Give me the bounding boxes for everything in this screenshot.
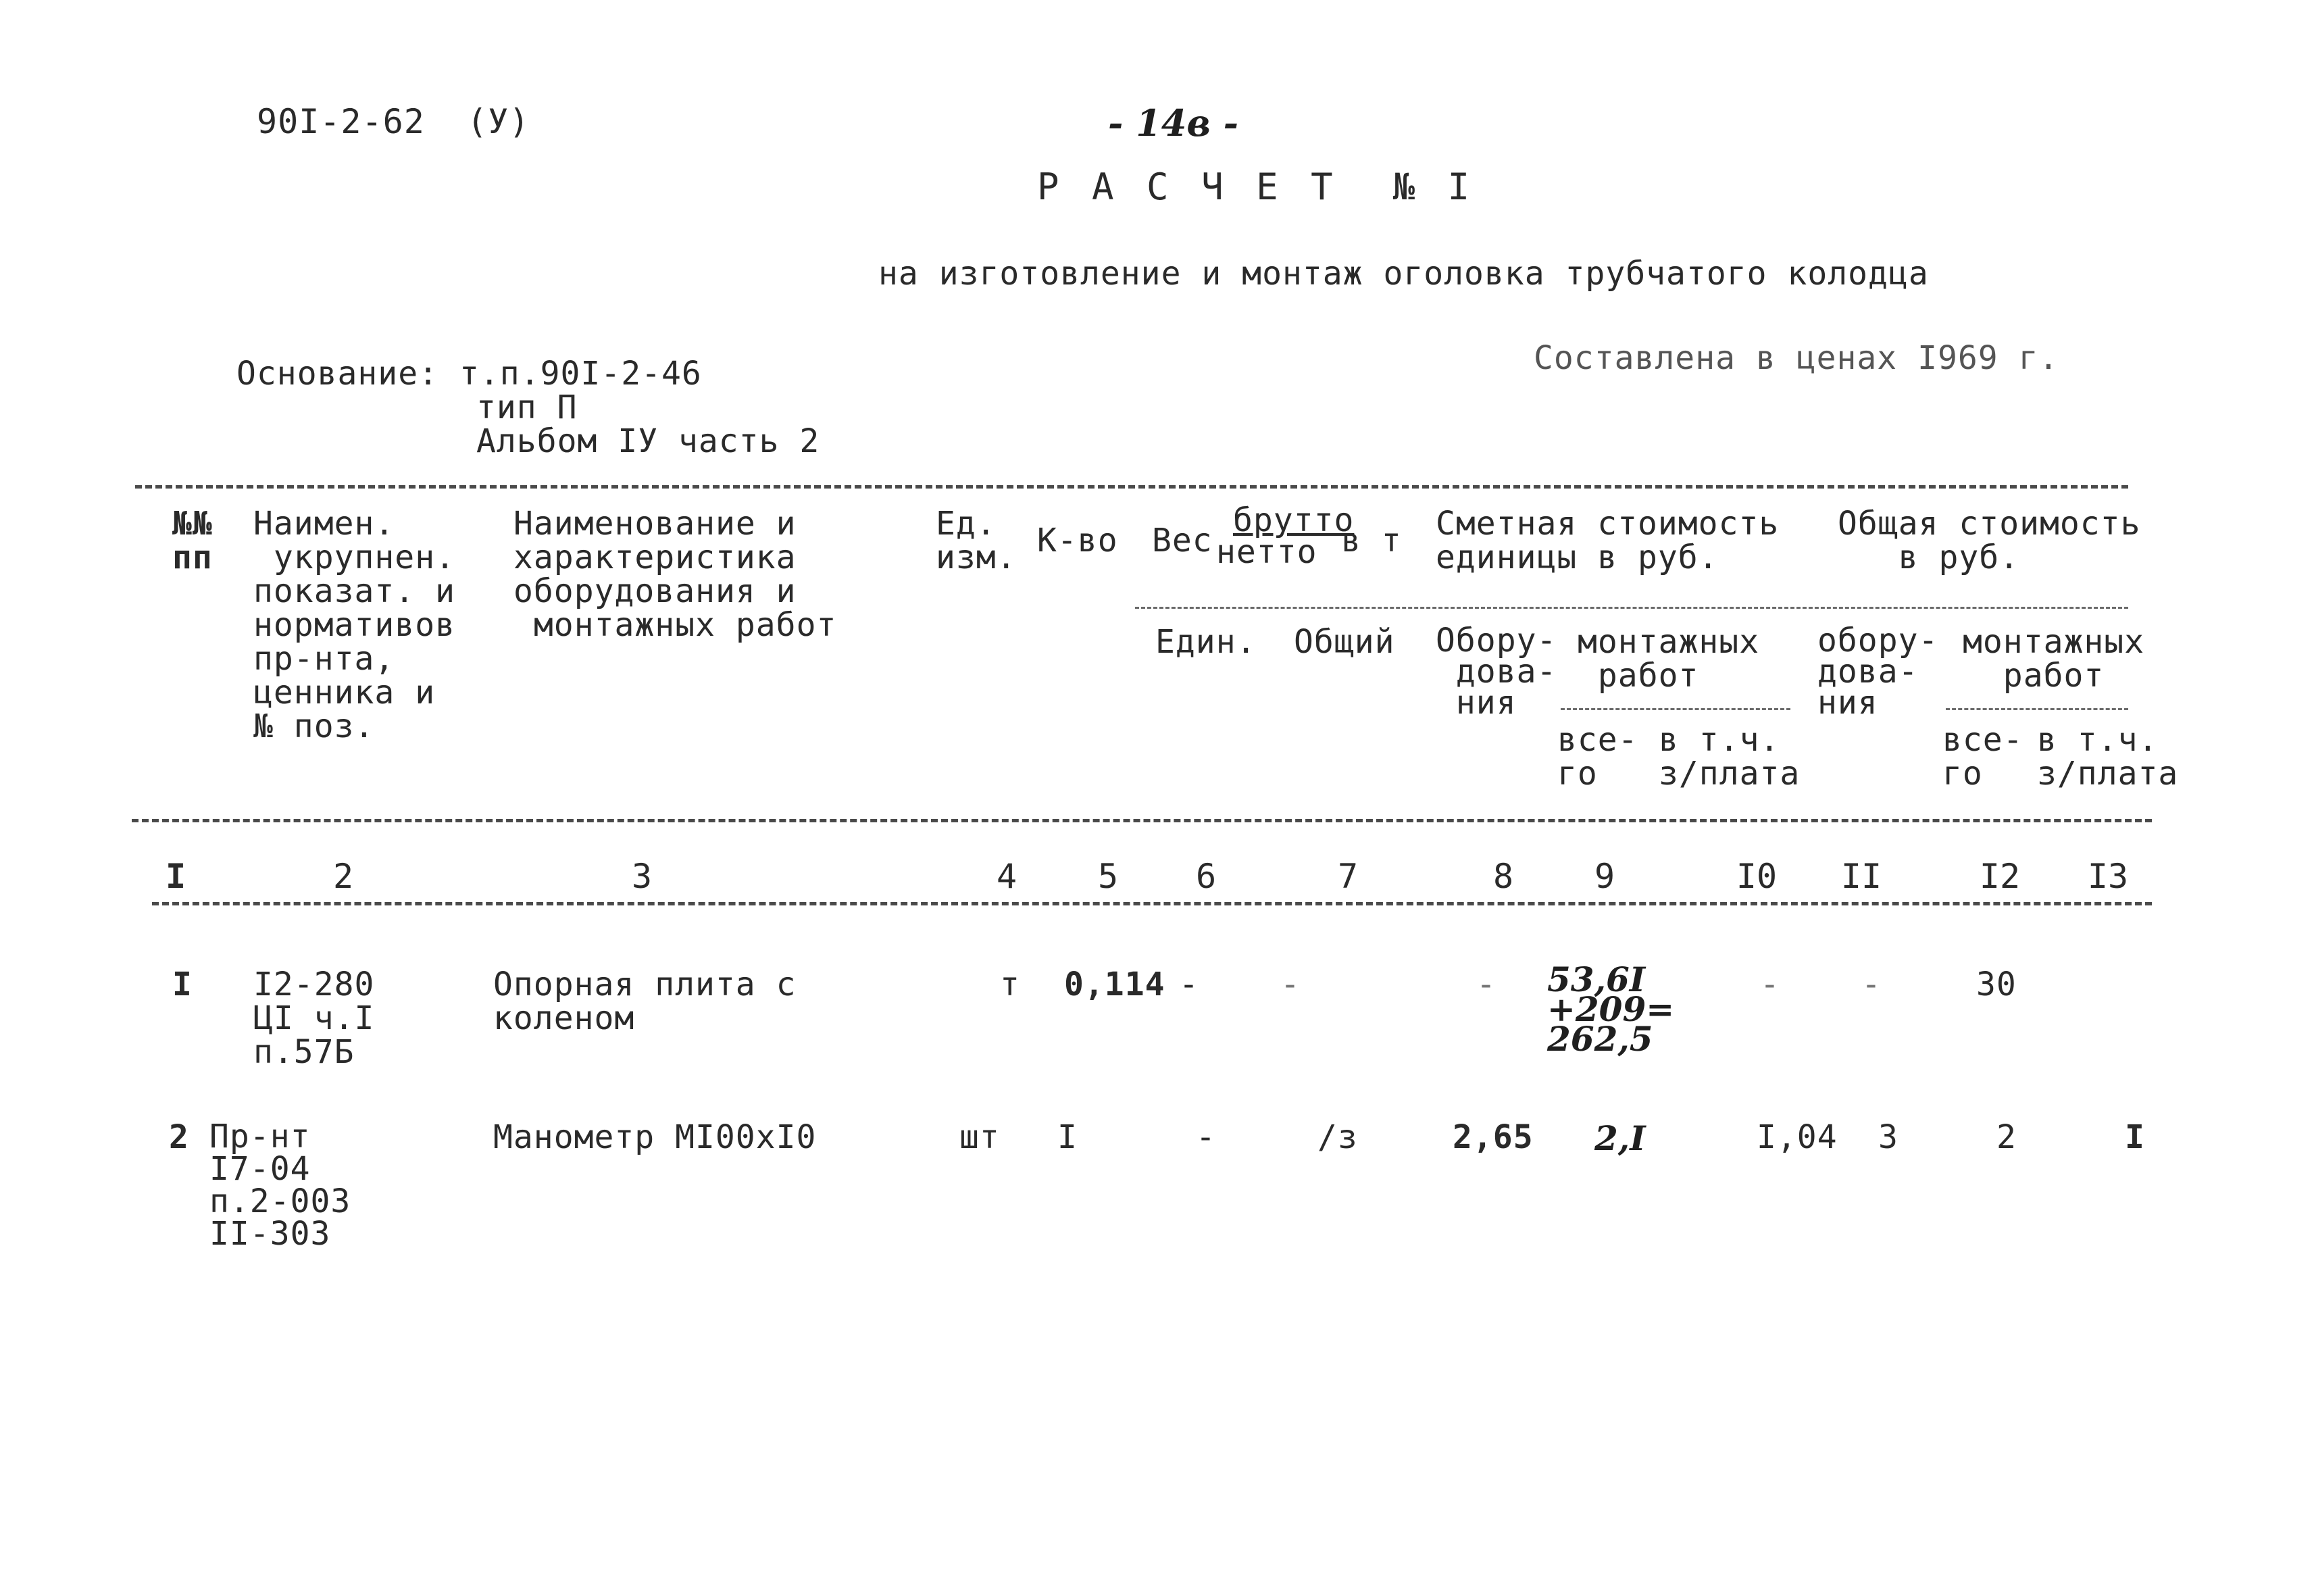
header-equip-unit: Обору- дова- ния — [1436, 622, 1557, 722]
row-number: 2 — [169, 1118, 189, 1156]
header-col4: Ед. изм. — [936, 505, 1017, 576]
column-number: 6 — [1195, 857, 1217, 896]
header-col5: К-во — [1037, 522, 1118, 559]
header-mount-unit: монтажных работ — [1578, 623, 1760, 695]
row-qty: I — [1057, 1118, 1078, 1156]
column-number: 2 — [332, 857, 354, 896]
row-equip: - — [1476, 966, 1496, 1003]
header-col2: Наимен. укрупнен. показат. и нормативов пр-нта, ценника и № поз. — [253, 505, 455, 745]
row-mount-total-all: 2 — [1996, 1118, 2017, 1156]
row-weight-total: - — [1280, 966, 1301, 1003]
row-mount-all: 53,6I +209= 262,5 — [1547, 959, 1675, 1059]
document-title: Р А С Ч Е Т № I — [1037, 166, 1476, 208]
header-wage-unit: в т.ч. з/плата — [1659, 721, 1801, 793]
header-mount-unit-rule — [1561, 708, 1790, 710]
column-number: I0 — [1736, 857, 1778, 896]
row-equip: 2,65 — [1453, 1118, 1534, 1156]
header-all-total: все- го — [1942, 721, 2023, 793]
row-number: I — [172, 966, 193, 1003]
row-weight-unit: - — [1196, 1118, 1216, 1156]
header-col6-sub1: Един. — [1155, 623, 1257, 661]
basis-line-3: Альбом IУ часть 2 — [476, 422, 820, 460]
page-number: - 14в - — [1108, 101, 1239, 145]
row-equip-total: 3 — [1878, 1118, 1898, 1156]
row-code: Пр-нт I7-04 п.2-003 II-303 — [209, 1118, 351, 1253]
prices-note: Составлена в ценах I969 г. — [1534, 339, 2059, 377]
header-col6-netto: нетто — [1216, 533, 1317, 571]
header-wage-total: в т.ч. з/плата — [2037, 721, 2179, 793]
column-number: I3 — [2087, 857, 2129, 896]
row-mount-total-wage: I — [2125, 1118, 2145, 1156]
header-equip-total: обору- дова- ния — [1817, 622, 1939, 722]
column-number: 5 — [1097, 857, 1119, 896]
header-col1: №№ пп — [172, 505, 213, 576]
row-mount-wage: I,04 — [1757, 1118, 1838, 1156]
header-mount-total-rule — [1946, 708, 2128, 710]
header-cost-unit: Сметная стоимость единицы в руб. — [1436, 505, 1780, 576]
column-number: 3 — [631, 857, 653, 896]
header-col6-brutto: брутто — [1233, 501, 1355, 539]
column-number: I — [165, 857, 186, 896]
row-qty: 0,114 — [1064, 966, 1165, 1003]
column-number: 7 — [1337, 857, 1359, 896]
row-name: Опорная плита с коленом — [493, 966, 797, 1037]
column-number: 8 — [1492, 857, 1514, 896]
header-col3: Наименование и характеристика оборудования и монтажных работ — [513, 505, 837, 644]
header-cost-total: Общая стоимость в руб. — [1838, 505, 2141, 576]
row-equip-total: - — [1861, 966, 1882, 1003]
document-code: 90I-2-62 (У) — [257, 102, 530, 141]
header-all-unit: все- го — [1557, 721, 1638, 793]
table-top-rule — [135, 485, 2128, 489]
header-mount-total: монтажных работ — [1963, 623, 2145, 695]
header-bottom-rule — [132, 819, 2152, 822]
row-weight-total: /з — [1317, 1118, 1358, 1156]
column-number: I2 — [1979, 857, 2021, 896]
header-col6-label: Вес — [1152, 522, 1213, 559]
document-subtitle: на изготовление и монтаж оголовка трубчатого колодца — [878, 255, 1929, 293]
column-number: 4 — [996, 857, 1017, 896]
header-sub-rule — [1135, 607, 2128, 609]
row-unit: шт — [959, 1118, 1000, 1156]
basis-line-2: тип П — [476, 389, 578, 426]
column-number: II — [1840, 857, 1882, 896]
header-col6-sub2: Общий — [1294, 623, 1395, 661]
basis-label: Основание: — [236, 355, 438, 393]
row-name: Манометр МI00хI0 — [493, 1118, 817, 1156]
row-mount-all: 2,I — [1594, 1118, 1646, 1158]
basis-line-1: т.п.90I-2-46 — [459, 355, 702, 393]
row-mount-total-all: 30 — [1976, 966, 2017, 1003]
row-unit: т — [1000, 966, 1020, 1003]
column-number: 9 — [1594, 857, 1615, 896]
column-numbers-rule — [152, 902, 2152, 905]
header-col6-unit: в т — [1341, 522, 1402, 559]
row-weight-unit: - — [1179, 966, 1199, 1003]
row-code: I2-280 ЦI ч.I п.57Б — [253, 966, 375, 1071]
row-mount-wage: - — [1760, 966, 1780, 1003]
